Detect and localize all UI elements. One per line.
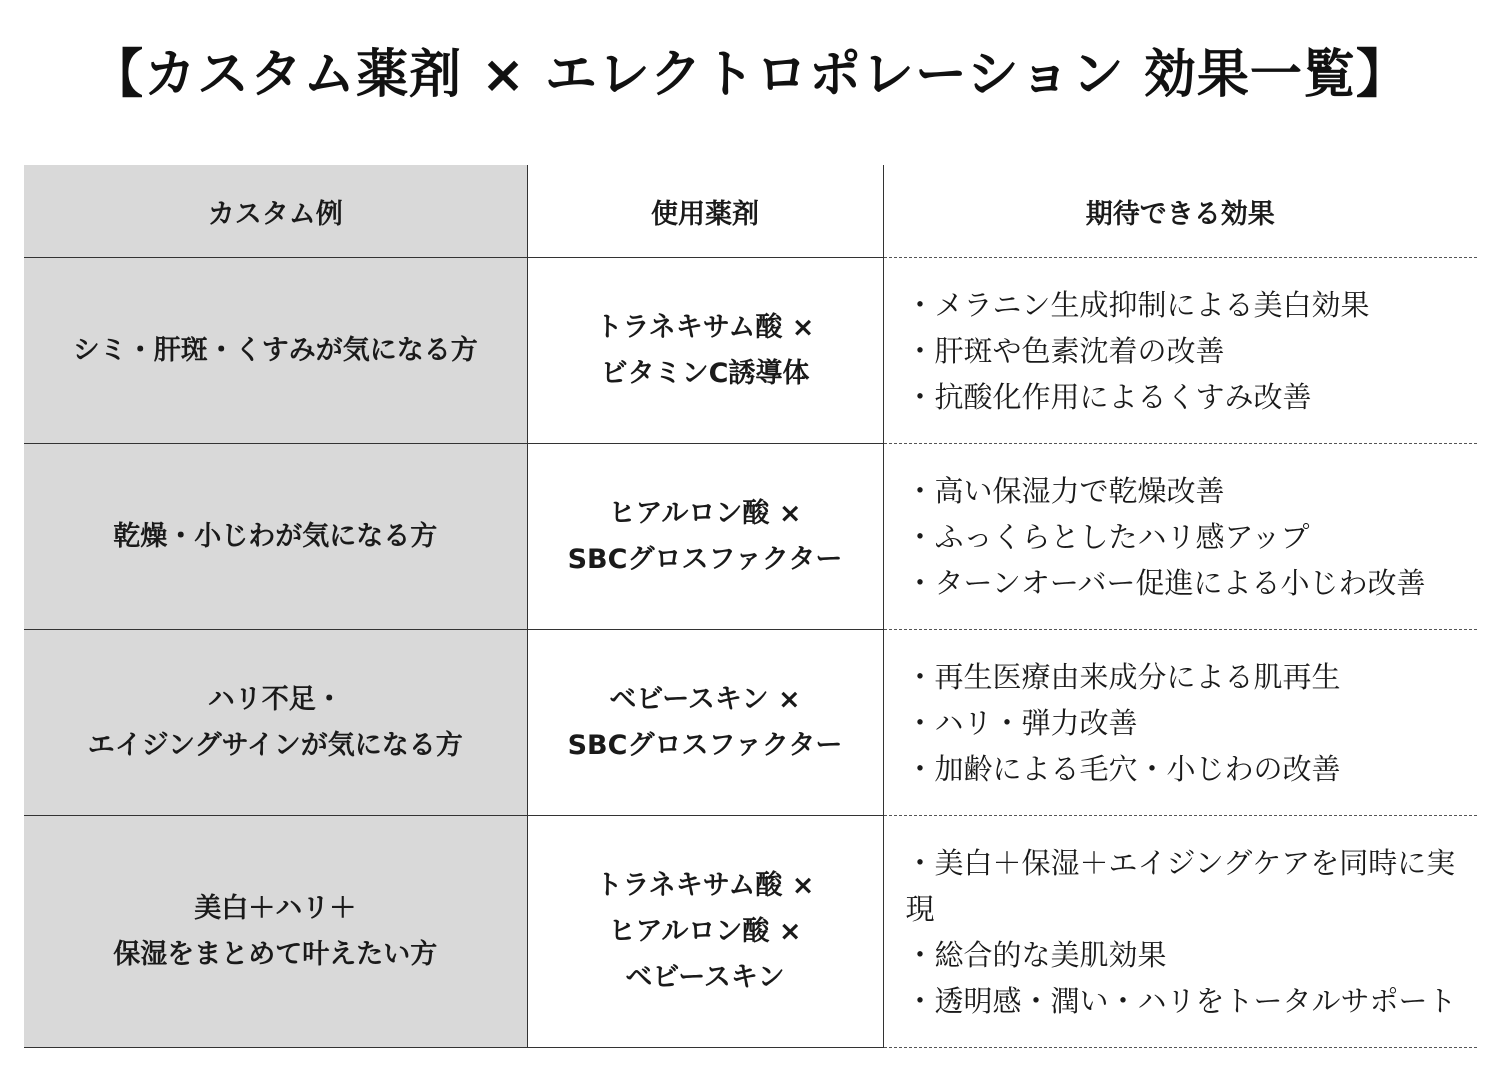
drug-line: ビタミンC誘導体 (600, 357, 810, 389)
drugs-cell (527, 630, 883, 816)
custom-example-cell (24, 630, 527, 816)
effect-item: ・加齢による毛穴・小じわの改善 (905, 751, 1341, 786)
table-row (24, 630, 1477, 816)
effect-item: ・ハリ・弾力改善 (905, 705, 1138, 740)
effect-item: ・メラニン生成抑制による美白効果 (905, 287, 1370, 322)
drug-line: SBCグロスファクター (567, 543, 843, 575)
effect-item: ・美白＋保湿＋エイジングケアを同時に実現 (905, 845, 1456, 926)
drug-line: ベビースキン × (609, 683, 801, 715)
effect-item: ・ターンオーバー促進による小じわ改善 (905, 565, 1426, 600)
custom-example-text: エイジングサインが気になる方 (87, 729, 463, 761)
effect-item: ・総合的な美肌効果 (905, 937, 1167, 972)
header-expected-effects: 期待できる効果 (883, 165, 1477, 258)
drugs-cell (527, 444, 883, 630)
drug-line: トラネキサム酸 × (595, 869, 815, 901)
page-title: 【カスタム薬剤 × エレクトロポレーション 効果一覧】 (91, 45, 1409, 105)
custom-example-text: 美白＋ハリ＋ (194, 892, 357, 924)
drug-line: ヒアルロン酸 × (608, 497, 802, 529)
effect-item: ・透明感・潤い・ハリをトータルサポート (905, 983, 1457, 1018)
table-row (24, 444, 1477, 630)
custom-example-text: 保湿をまとめて叶えたい方 (113, 938, 438, 970)
drug-line: ヒアルロン酸 × (608, 915, 802, 947)
effect-item: ・抗酸化作用によるくすみ改善 (905, 379, 1312, 414)
table-header-row (24, 165, 1477, 258)
custom-example-cell (24, 816, 527, 1048)
custom-example-cell (24, 258, 527, 444)
drug-line: ベビースキン (625, 961, 785, 993)
drugs-cell (527, 816, 883, 1048)
effects-cell (883, 258, 1477, 444)
custom-example-text: 乾燥・小じわが気になる方 (113, 520, 438, 552)
header-custom-example: カスタム例 (24, 165, 527, 258)
table-row (24, 258, 1477, 444)
effect-item: ・ふっくらとしたハリ感アップ (905, 519, 1310, 554)
effects-table-container (24, 165, 1477, 1048)
drug-line: SBCグロスファクター (567, 729, 843, 761)
drug-line: トラネキサム酸 × (595, 311, 815, 343)
table-row (24, 816, 1477, 1048)
custom-example-text: シミ・肝斑・くすみが気になる方 (72, 334, 478, 366)
effects-cell (883, 630, 1477, 816)
effects-cell (883, 816, 1477, 1048)
custom-example-cell (24, 444, 527, 630)
effect-item: ・再生医療由来成分による肌再生 (905, 659, 1341, 694)
effect-item: ・肝斑や色素沈着の改善 (905, 333, 1225, 368)
effects-cell (883, 444, 1477, 630)
header-drugs-used: 使用薬剤 (527, 165, 883, 258)
effect-item: ・高い保湿力で乾燥改善 (905, 473, 1225, 508)
custom-example-text: ハリ不足・ (207, 683, 343, 715)
effects-table (24, 165, 1477, 1048)
drugs-cell (527, 258, 883, 444)
